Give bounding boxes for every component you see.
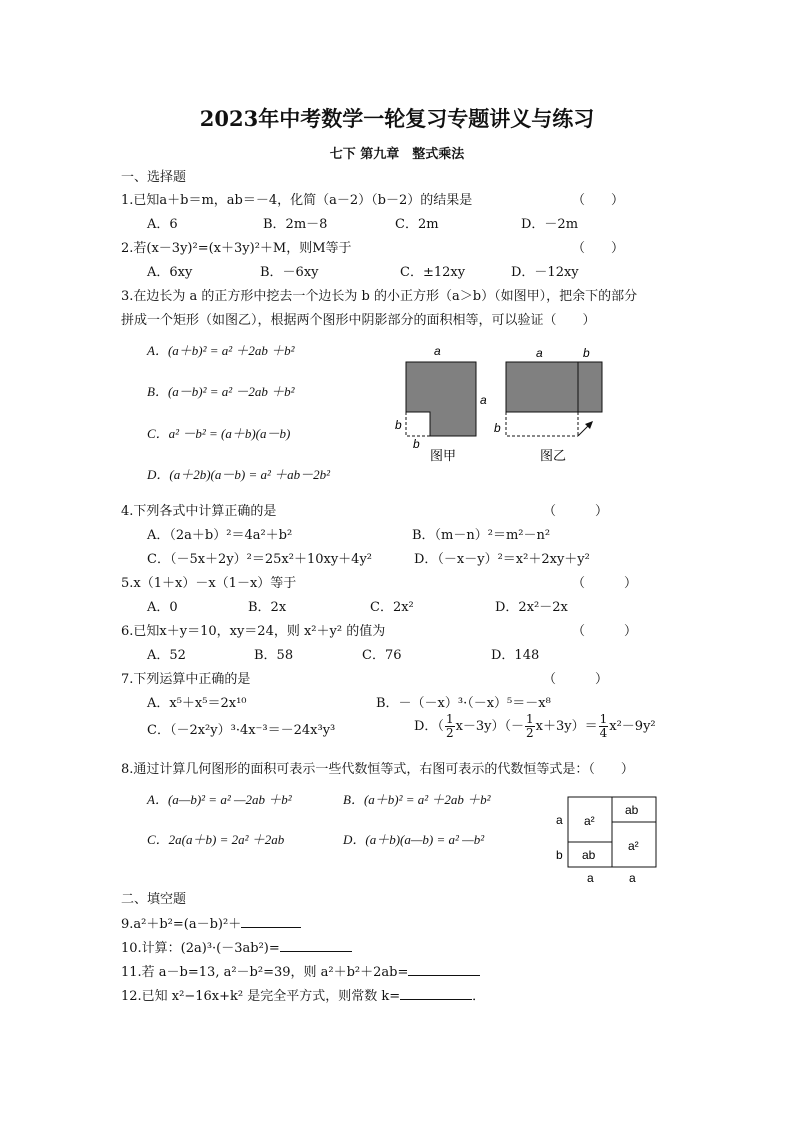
q5-stem: 5.x（1＋x）－x（1－x）等于: [121, 576, 297, 591]
q8-bottom-label-a1: a: [587, 871, 594, 885]
figure-yi: [494, 346, 602, 463]
q4-option-b: B．（m－n）²＝m²－n²: [412, 528, 551, 543]
q9: [121, 917, 301, 931]
q6-stem: 6.已知x＋y＝10，xy＝24，则 x²＋y² 的值为: [121, 624, 386, 639]
q6-option-a: A．52: [147, 648, 186, 663]
q7-stem: 7.下列运算中正确的是: [121, 672, 251, 687]
q5-option-a: A．0: [147, 600, 178, 615]
fig-jia-removed-square: [406, 412, 430, 436]
q8-stem: 8.通过计算几何图形的面积可表示一些代数恒等式，右图可表示的代数恒等式是：（ ）: [121, 762, 634, 777]
fig-yi-shaded-rect: [506, 362, 602, 412]
q12-answer-blank[interactable]: [400, 989, 472, 1000]
fig-yi-label-b-left: b: [494, 421, 501, 435]
q7-option-d: [414, 713, 656, 739]
q7-option-c: C．（－2x²y）³·4x⁻³＝－24x³y³: [147, 723, 336, 738]
fig-jia-label-b-left: b: [395, 418, 402, 432]
q9-text: 9.a²＋b²=(a－b)²＋: [121, 917, 242, 932]
q7-d-frac2: [525, 713, 535, 739]
frac-den: 2: [526, 725, 534, 740]
q1-answer-paren: （ ）: [572, 193, 625, 208]
q10-text: 10.计算：(2a)³·(－3ab²)=: [121, 941, 280, 956]
fig-yi-label-a: a: [536, 346, 543, 360]
q5-option-c: C．2x²: [370, 600, 414, 615]
q3-figures: [390, 340, 620, 470]
section-fill-heading: 二、填空题: [121, 892, 187, 907]
frac-num: 1: [599, 712, 608, 726]
q8-cell-ab-left: ab: [582, 848, 596, 862]
q8-option-c: C．2a(a＋b) = 2a² ＋2ab: [147, 832, 285, 847]
figure-jia: [395, 344, 487, 463]
q5-option-d: D．2x²－2x: [495, 600, 568, 615]
fig-yi-label-b-top: b: [583, 346, 590, 360]
q7-d-part2: x＋3y）＝: [535, 718, 598, 734]
q8-area-figure: [550, 792, 665, 888]
fig-jia-shaded-region: [406, 362, 476, 436]
q7-option-b: B．－（－x）³·（－x）⁵＝－x⁸: [376, 696, 551, 711]
q6-option-b: B．58: [254, 648, 294, 663]
fig-jia-caption: 图甲: [430, 448, 457, 463]
fig-jia-label-a-top: a: [434, 344, 441, 358]
q8-side-label-a: a: [556, 813, 563, 827]
q12-end: ．: [472, 989, 486, 1004]
q2-option-c: C．±12xy: [400, 265, 466, 280]
frac-den: 4: [599, 725, 608, 740]
q10: [121, 941, 352, 955]
q8-cell-ab-right: ab: [625, 803, 639, 817]
fig-yi-dashed-strip: [506, 412, 578, 436]
frac-num: 1: [526, 712, 534, 726]
q11-answer-blank[interactable]: [408, 965, 480, 976]
q4-option-c: C．（－5x＋2y）²＝25x²＋10xy＋4y²: [147, 552, 373, 567]
q6-option-c: C．76: [362, 648, 402, 663]
q1-option-c: C．2m: [395, 217, 439, 232]
q11-text: 11.若 a－b=13, a²－b²=39，则 a²＋b²＋2ab=: [121, 965, 409, 980]
q5-option-b: B．2x: [248, 600, 287, 615]
q4-option-d: D．（－x－y）²＝x²＋2xy＋y²: [414, 552, 590, 567]
q8-option-b: B．(a＋b)² = a² ＋2ab ＋b²: [343, 792, 491, 807]
q11: [121, 965, 480, 979]
q8-cell-a2-left: a²: [584, 814, 595, 828]
q12: [121, 989, 485, 1003]
q7-d-frac1: [445, 713, 455, 739]
q4-answer-paren: （ ）: [543, 504, 609, 519]
q10-answer-blank[interactable]: [280, 941, 352, 952]
q3-stem-line2: 拼成一个矩形（如图乙），根据两个图形中阴影部分的面积相等，可以验证（ ）: [121, 313, 596, 328]
q3-option-c: C．a² －b² = (a＋b)(a－b): [147, 426, 291, 441]
q7-d-prefix: D．（: [414, 718, 444, 734]
chapter-subtitle: 七下 第九章 整式乘法: [329, 147, 465, 162]
page-title: 2023年中考数学一轮复习专题讲义与练习: [199, 106, 595, 131]
q7-d-frac3: [599, 713, 609, 739]
q6-answer-paren: （ ）: [572, 624, 638, 639]
q12-text: 12.已知 x²−16x+k² 是完全平方式，则常数 k=: [121, 989, 401, 1004]
fig-jia-label-b-bottom: b: [413, 437, 420, 451]
q1-option-a: A．6: [147, 217, 178, 232]
q8-option-a: A．(a—b)² = a² —2ab ＋b²: [147, 792, 292, 807]
q4-stem: 4.下列各式中计算正确的是: [121, 504, 277, 519]
q3-option-b: B．(a－b)² = a² －2ab ＋b²: [147, 384, 295, 399]
q7-d-part1: x－3y）（－: [455, 718, 525, 734]
fig-yi-caption: 图乙: [540, 448, 567, 463]
q8-bottom-label-a2: a: [629, 871, 636, 885]
q3-stem-line1: 3.在边长为 a 的正方形中挖去一个边长为 b 的小正方形（a＞b）（如图甲），把余下的部分: [121, 289, 638, 304]
q1-option-d: D．－2m: [521, 217, 579, 232]
q6-option-d: D．148: [491, 648, 540, 663]
frac-den: 2: [445, 725, 454, 740]
q2-option-d: D．－12xy: [511, 265, 579, 280]
q1-stem: 1.已知a＋b＝m，ab＝－4，化简（a－2）（b－2）的结果是: [121, 193, 473, 208]
q2-option-b: B．－6xy: [260, 265, 319, 280]
frac-num: 1: [445, 712, 454, 726]
q5-answer-paren: （ ）: [572, 576, 638, 591]
q9-answer-blank[interactable]: [241, 917, 301, 928]
q2-answer-paren: （ ）: [572, 241, 625, 256]
q7-option-a: A．x⁵＋x⁵＝2x¹⁰: [147, 696, 247, 711]
q2-stem: 2.若(x－3y)²=(x＋3y)²＋M，则M等于: [121, 241, 352, 256]
q7-d-part3: x²－9y²: [609, 718, 656, 734]
q3-option-a: A．(a＋b)² = a² ＋2ab ＋b²: [147, 343, 295, 358]
q8-cell-a2-right: a²: [628, 839, 639, 853]
q1-option-b: B．2m－8: [263, 217, 328, 232]
section-choice-heading: 一、选择题: [121, 170, 187, 185]
q2-option-a: A．6xy: [147, 265, 193, 280]
q7-answer-paren: （ ）: [543, 672, 609, 687]
fig-jia-label-a-right: a: [480, 393, 487, 407]
q8-option-d: D．(a＋b)(a—b) = a² —b²: [343, 832, 485, 847]
q8-side-label-b: b: [556, 848, 563, 862]
q3-option-d: D．(a＋2b)(a－b) = a² ＋ab－2b²: [147, 467, 331, 482]
q4-option-a: A．（2a＋b）²＝4a²＋b²: [147, 528, 293, 543]
